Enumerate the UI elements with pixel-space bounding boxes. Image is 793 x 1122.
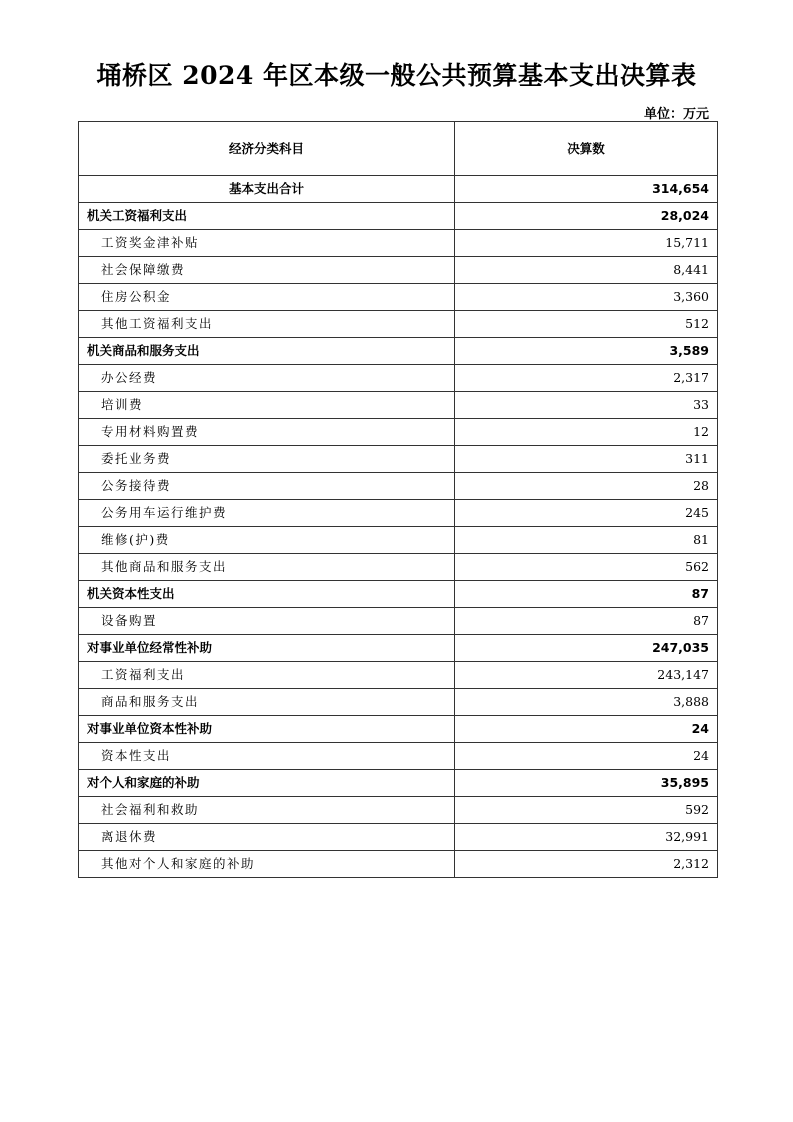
unit-label: 单位：万元: [643, 107, 709, 122]
item-name: 其他工资福利支出: [79, 311, 455, 338]
header-amount: 决算数: [455, 122, 718, 176]
category-name: 机关商品和服务支出: [79, 338, 455, 365]
category-amount: 28,024: [455, 203, 718, 230]
item-amount: 311: [455, 446, 718, 473]
category-amount: 3,589: [455, 338, 718, 365]
item-amount: 2,317: [455, 365, 718, 392]
item-name: 离退休费: [79, 824, 455, 851]
item-name: 公务用车运行维护费: [79, 500, 455, 527]
item-amount: 32,991: [455, 824, 718, 851]
item-row: [79, 554, 718, 581]
category-row: [79, 716, 718, 743]
item-name: 住房公积金: [79, 284, 455, 311]
item-name: 工资福利支出: [79, 662, 455, 689]
item-row: [79, 473, 718, 500]
item-row: [79, 743, 718, 770]
category-name: 对事业单位资本性补助: [79, 716, 455, 743]
category-amount: 87: [455, 581, 718, 608]
table-header: [79, 122, 718, 176]
item-name: 办公经费: [79, 365, 455, 392]
item-row: [79, 419, 718, 446]
item-amount: 512: [455, 311, 718, 338]
table-body: [79, 176, 718, 878]
category-name: 对事业单位经常性补助: [79, 635, 455, 662]
item-row: [79, 851, 718, 878]
item-amount: 2,312: [455, 851, 718, 878]
budget-table: [78, 121, 718, 878]
item-amount: 3,360: [455, 284, 718, 311]
category-amount: 35,895: [455, 770, 718, 797]
item-row: [79, 311, 718, 338]
category-name: 机关工资福利支出: [79, 203, 455, 230]
item-amount: 592: [455, 797, 718, 824]
total-amount: 314,654: [455, 176, 718, 203]
item-amount: 28: [455, 473, 718, 500]
item-row: [79, 446, 718, 473]
item-name: 其他商品和服务支出: [79, 554, 455, 581]
document-title: 埇桥区 2024 年区本级一般公共预算基本支出决算表: [96, 61, 697, 90]
category-row: [79, 203, 718, 230]
header-row: [79, 122, 718, 176]
item-name: 设备购置: [79, 608, 455, 635]
item-name: 资本性支出: [79, 743, 455, 770]
item-row: [79, 662, 718, 689]
item-name: 商品和服务支出: [79, 689, 455, 716]
item-name: 维修(护)费: [79, 527, 455, 554]
item-row: [79, 527, 718, 554]
header-category: 经济分类科目: [79, 122, 455, 176]
total-row: [79, 176, 718, 203]
item-amount: 8,441: [455, 257, 718, 284]
item-amount: 562: [455, 554, 718, 581]
total-name: 基本支出合计: [79, 176, 455, 203]
item-row: [79, 392, 718, 419]
item-amount: 3,888: [455, 689, 718, 716]
item-row: [79, 230, 718, 257]
item-name: 社会福利和救助: [79, 797, 455, 824]
item-amount: 33: [455, 392, 718, 419]
item-row: [79, 257, 718, 284]
item-amount: 12: [455, 419, 718, 446]
item-amount: 87: [455, 608, 718, 635]
item-name: 培训费: [79, 392, 455, 419]
category-name: 对个人和家庭的补助: [79, 770, 455, 797]
category-row: [79, 338, 718, 365]
item-row: [79, 284, 718, 311]
category-amount: 24: [455, 716, 718, 743]
item-name: 社会保障缴费: [79, 257, 455, 284]
item-amount: 15,711: [455, 230, 718, 257]
item-name: 专用材料购置费: [79, 419, 455, 446]
item-row: [79, 824, 718, 851]
item-row: [79, 797, 718, 824]
item-amount: 24: [455, 743, 718, 770]
item-row: [79, 500, 718, 527]
item-row: [79, 608, 718, 635]
item-amount: 243,147: [455, 662, 718, 689]
item-amount: 81: [455, 527, 718, 554]
item-name: 工资奖金津补贴: [79, 230, 455, 257]
item-name: 其他对个人和家庭的补助: [79, 851, 455, 878]
item-amount: 245: [455, 500, 718, 527]
category-row: [79, 635, 718, 662]
item-row: [79, 365, 718, 392]
category-row: [79, 770, 718, 797]
item-row: [79, 689, 718, 716]
category-name: 机关资本性支出: [79, 581, 455, 608]
item-name: 公务接待费: [79, 473, 455, 500]
category-amount: 247,035: [455, 635, 718, 662]
item-name: 委托业务费: [79, 446, 455, 473]
category-row: [79, 581, 718, 608]
